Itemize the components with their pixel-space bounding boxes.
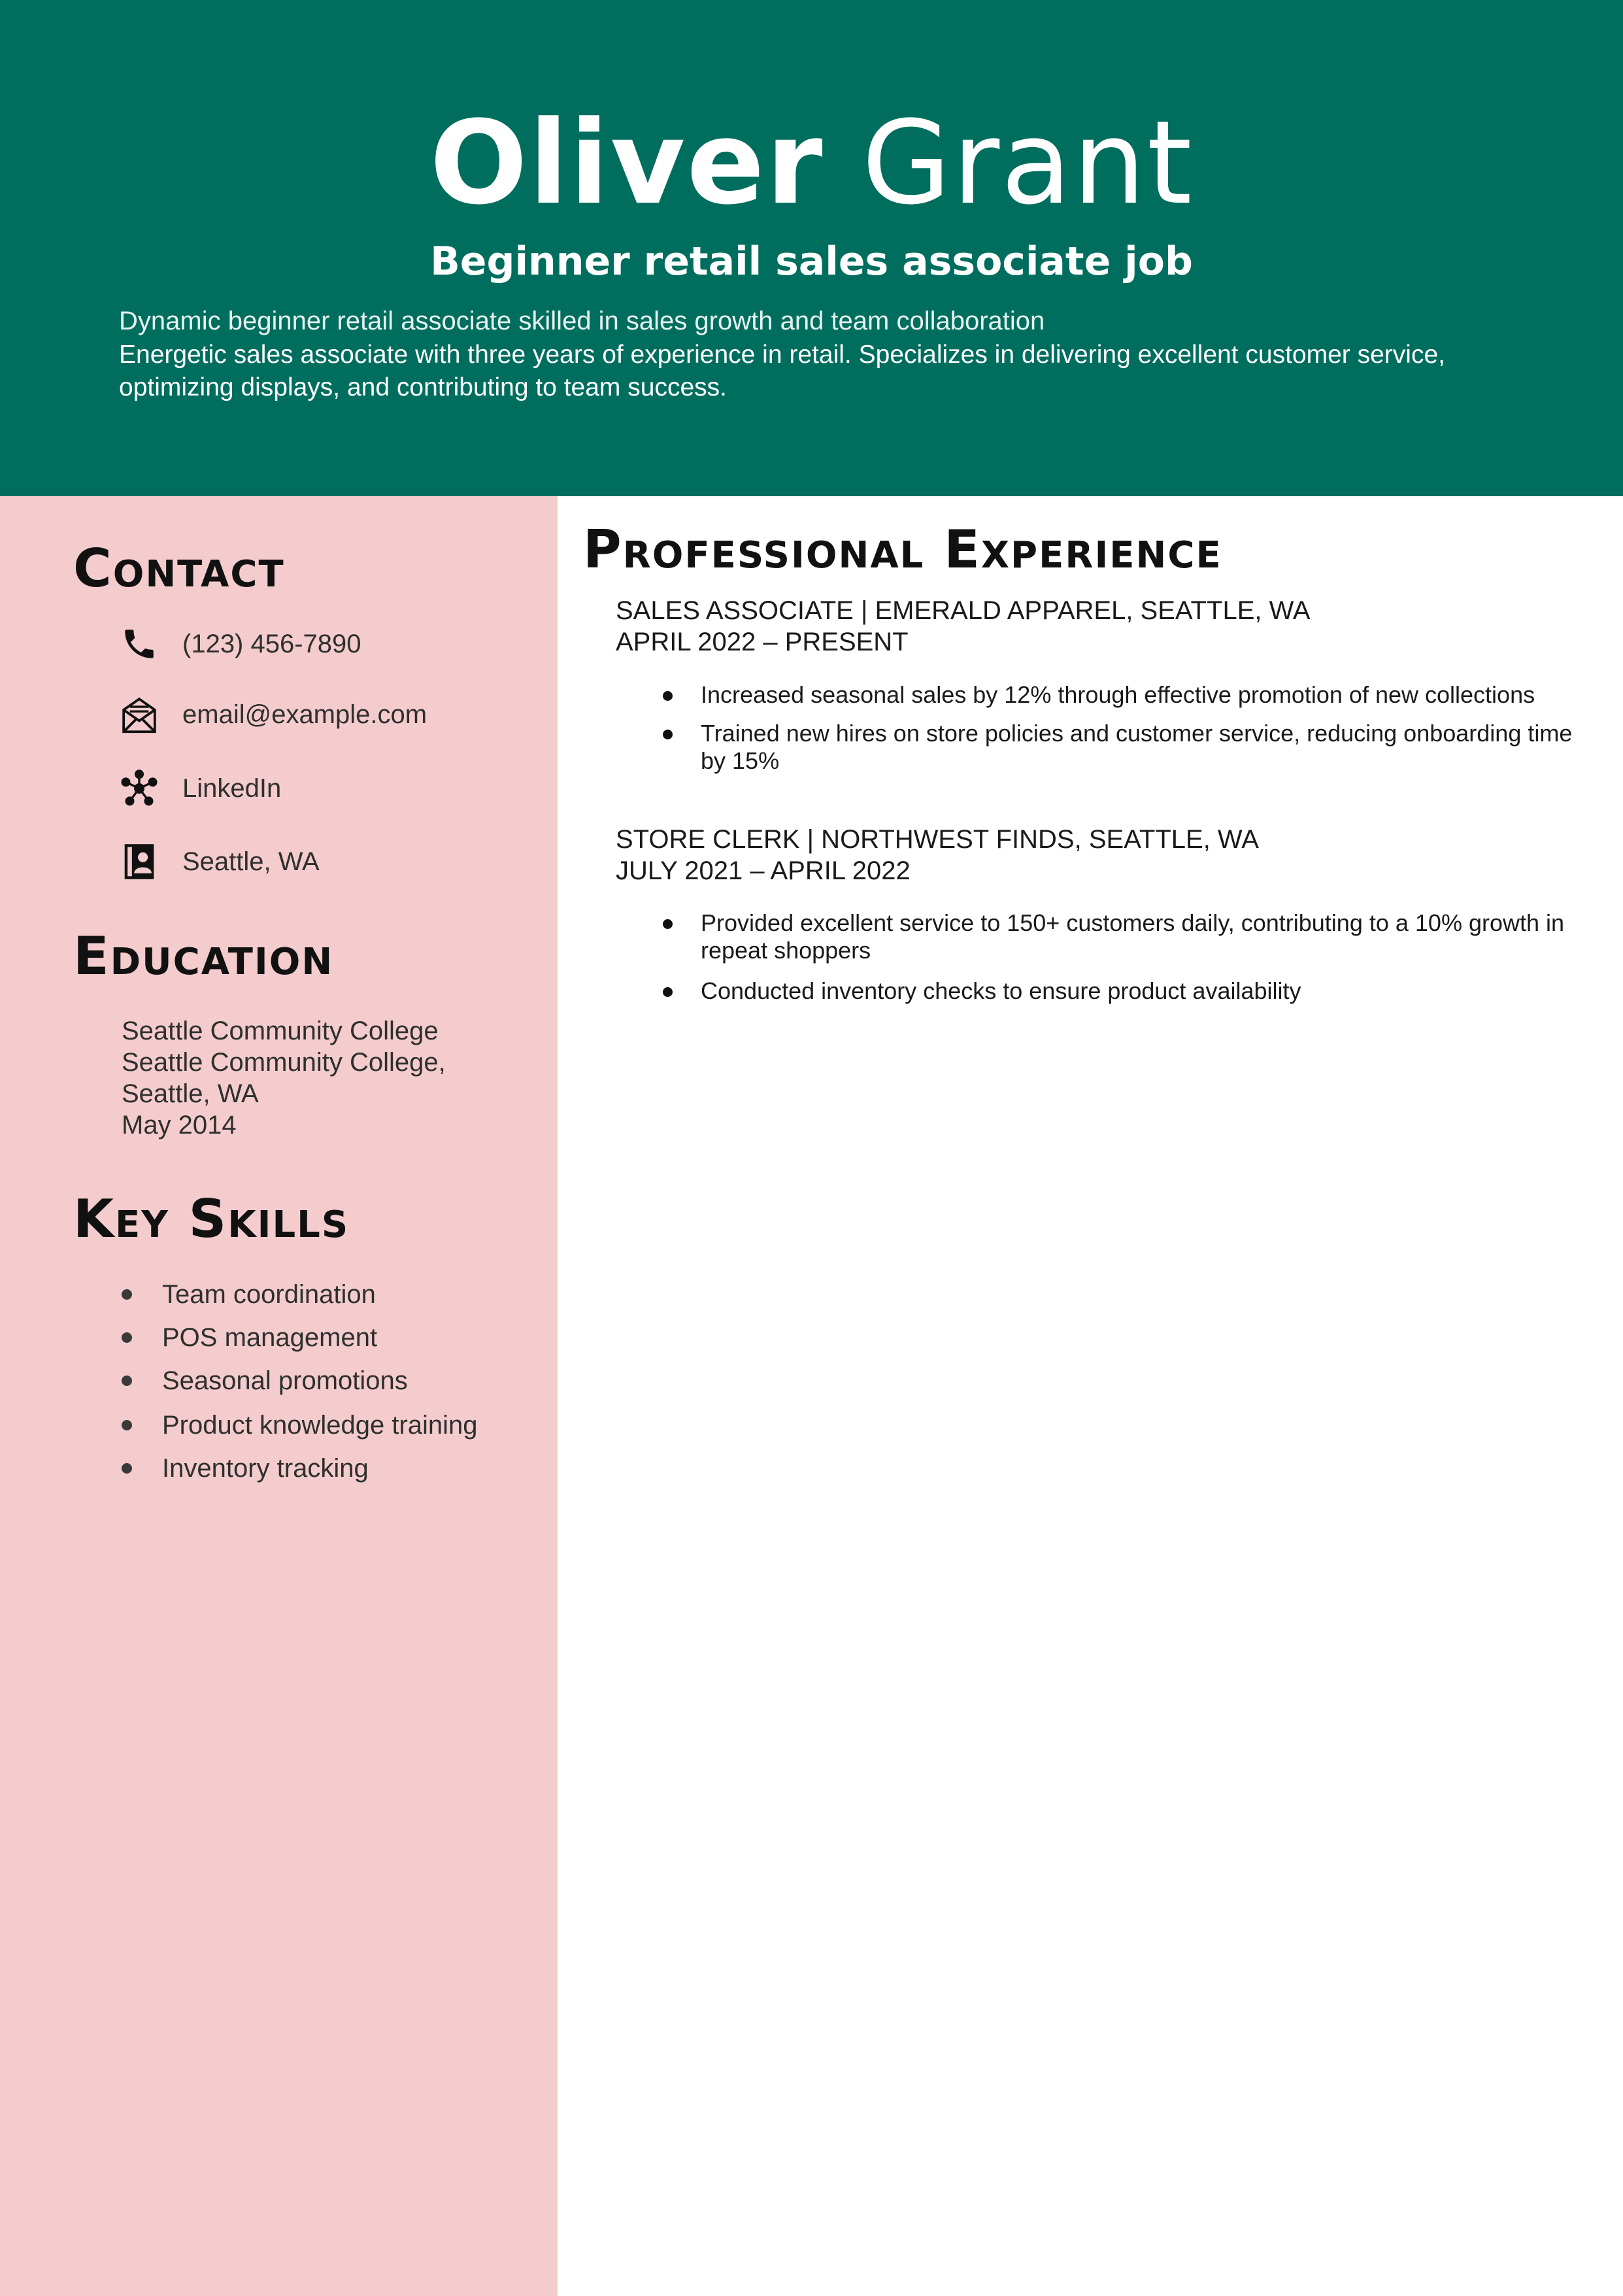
- education-location: Seattle, WA: [122, 1079, 259, 1108]
- education-date: May 2014: [122, 1111, 237, 1140]
- job-2-dates: JULY 2021 – APRIL 2022: [616, 856, 911, 885]
- phone-icon: [119, 624, 159, 664]
- contact-heading: Contact: [73, 538, 285, 599]
- skills-heading: Key Skills: [73, 1189, 350, 1249]
- bullet-dot: [122, 1463, 132, 1474]
- bullet-dot: [122, 1420, 132, 1430]
- contact-location-label: Seattle, WA: [182, 847, 320, 876]
- email-icon: [119, 694, 159, 735]
- contact-email[interactable]: [119, 688, 427, 741]
- first-name: Oliver: [429, 96, 824, 230]
- candidate-name: [0, 92, 1623, 235]
- contact-location: [119, 836, 320, 888]
- contact-phone-label: (123) 456-7890: [182, 630, 361, 658]
- bullet-dot: [663, 987, 673, 997]
- last-name: Grant: [862, 96, 1194, 230]
- contact-linkedin[interactable]: [119, 762, 282, 815]
- job-title: Beginner retail sales associate job: [430, 239, 1193, 284]
- job-1-heading: SALES ASSOCIATE | EMERALD APPAREL, SEATTLE, WA: [616, 596, 1311, 625]
- bullet-dot: [122, 1332, 132, 1343]
- education-school-detail: Seattle Community College,: [122, 1048, 446, 1077]
- education-heading: Education: [73, 926, 334, 987]
- contact-email-label: email@example.com: [182, 700, 427, 729]
- education-school: Seattle Community College: [122, 1017, 439, 1045]
- summary: Energetic sales associate with three years of experience in retail. Specializes in delivering excellent customer service, optimizing displays, and contributing to team success.: [119, 341, 1445, 401]
- contact-linkedin-label: LinkedIn: [182, 774, 282, 803]
- job-1-dates: APRIL 2022 – PRESENT: [616, 628, 909, 656]
- bullet-dot: [663, 691, 673, 701]
- experience-heading: Professional Experience: [583, 519, 1222, 580]
- contact-phone: [119, 618, 361, 670]
- bullet-dot: [122, 1376, 132, 1386]
- tagline: Dynamic beginner retail associate skilled in sales growth and team collaboration: [119, 307, 1045, 335]
- linkedin-icon: [119, 768, 159, 809]
- job-2-heading: STORE CLERK | NORTHWEST FINDS, SEATTLE, WA: [616, 825, 1259, 854]
- bullet-dot: [663, 919, 673, 929]
- location-icon: [119, 841, 159, 882]
- bullet-dot: [122, 1289, 132, 1300]
- header-banner: [0, 0, 1623, 496]
- bullet-dot: [663, 730, 673, 739]
